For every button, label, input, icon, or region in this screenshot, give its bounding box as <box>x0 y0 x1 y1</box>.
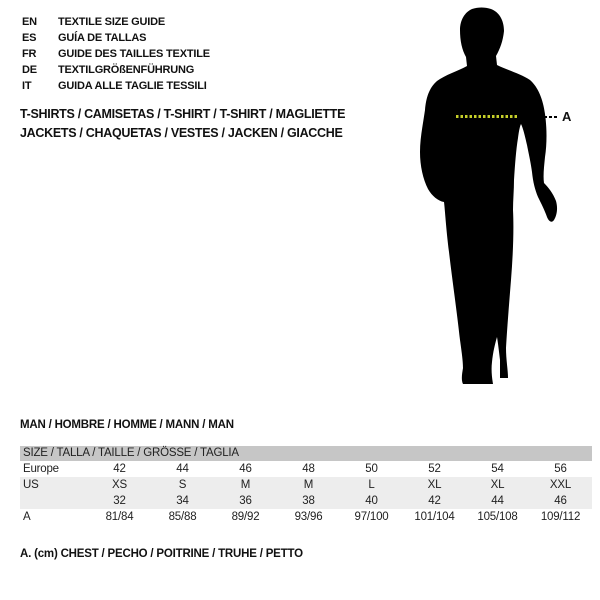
language-label: GUIDA ALLE TAGLIE TESSILI <box>58 80 207 92</box>
language-label: TEXTILE SIZE GUIDE <box>58 16 166 28</box>
chest-measure-line <box>456 115 517 118</box>
measure-callout-line <box>544 116 558 118</box>
table-cell: 34 <box>176 495 189 507</box>
measure-footnote: A. (cm) CHEST / PECHO / POITRINE / TRUHE / PETTO <box>20 548 303 560</box>
measure-letter-a: A <box>562 109 572 124</box>
table-cell: 54 <box>491 463 504 475</box>
size-table <box>20 446 592 525</box>
table-cell: 52 <box>428 463 441 475</box>
gender-label: MAN / HOMBRE / HOMME / MANN / MAN <box>20 419 234 431</box>
table-row-europe <box>20 461 592 477</box>
table-cell: 38 <box>302 495 315 507</box>
table-cell: 32 <box>113 495 126 507</box>
table-cell: L <box>368 479 375 491</box>
table-cell: 42 <box>428 495 441 507</box>
row-label: US <box>23 479 39 491</box>
table-cell: 89/92 <box>231 511 260 523</box>
language-label: GUIDE DES TAILLES TEXTILE <box>58 48 210 60</box>
table-cell: 48 <box>302 463 315 475</box>
row-label: Europe <box>23 463 59 475</box>
table-cell: 56 <box>554 463 567 475</box>
table-cell: 105/108 <box>477 511 518 523</box>
table-cell: M <box>240 479 251 491</box>
table-cell: XL <box>427 479 442 491</box>
table-row-us <box>20 477 592 493</box>
language-label: TEXTILGRÖßENFÜHRUNG <box>58 64 195 76</box>
language-code: IT <box>22 80 32 92</box>
table-cell: 44 <box>176 463 189 475</box>
table-cell: 81/84 <box>105 511 134 523</box>
garment-types-line2: JACKETS / CHAQUETAS / VESTES / JACKEN / GIACCHE <box>20 126 343 140</box>
table-cell: 93/96 <box>294 511 323 523</box>
table-cell: 46 <box>554 495 567 507</box>
table-cell: 50 <box>365 463 378 475</box>
language-code: DE <box>22 64 37 76</box>
language-code: FR <box>22 48 37 60</box>
garment-types-line1: T-SHIRTS / CAMISETAS / T-SHIRT / T-SHIRT / MAGLIETTE <box>20 107 346 121</box>
table-cell: 44 <box>491 495 504 507</box>
table-cell: 46 <box>239 463 252 475</box>
table-cell: XXL <box>549 479 572 491</box>
table-cell: 97/100 <box>354 511 389 523</box>
table-cell: 101/104 <box>414 511 455 523</box>
table-cell: XS <box>112 479 127 491</box>
table-cell: 40 <box>365 495 378 507</box>
table-cell: S <box>178 479 187 491</box>
table-cell: 42 <box>113 463 126 475</box>
language-code: EN <box>22 16 37 28</box>
table-cell: M <box>303 479 314 491</box>
table-cell: XL <box>490 479 505 491</box>
table-row-a-chest <box>20 509 592 525</box>
table-cell: 36 <box>239 495 252 507</box>
row-label <box>20 493 88 509</box>
row-label: A <box>23 511 31 523</box>
size-table-header: SIZE / TALLA / TAILLE / GRÖSSE / TAGLIA <box>20 446 592 461</box>
language-label: GUÍA DE TALLAS <box>58 32 147 44</box>
language-code: ES <box>22 32 37 44</box>
table-cell: 109/112 <box>540 511 581 523</box>
table-cell: 85/88 <box>168 511 197 523</box>
table-row-uk <box>20 493 592 509</box>
